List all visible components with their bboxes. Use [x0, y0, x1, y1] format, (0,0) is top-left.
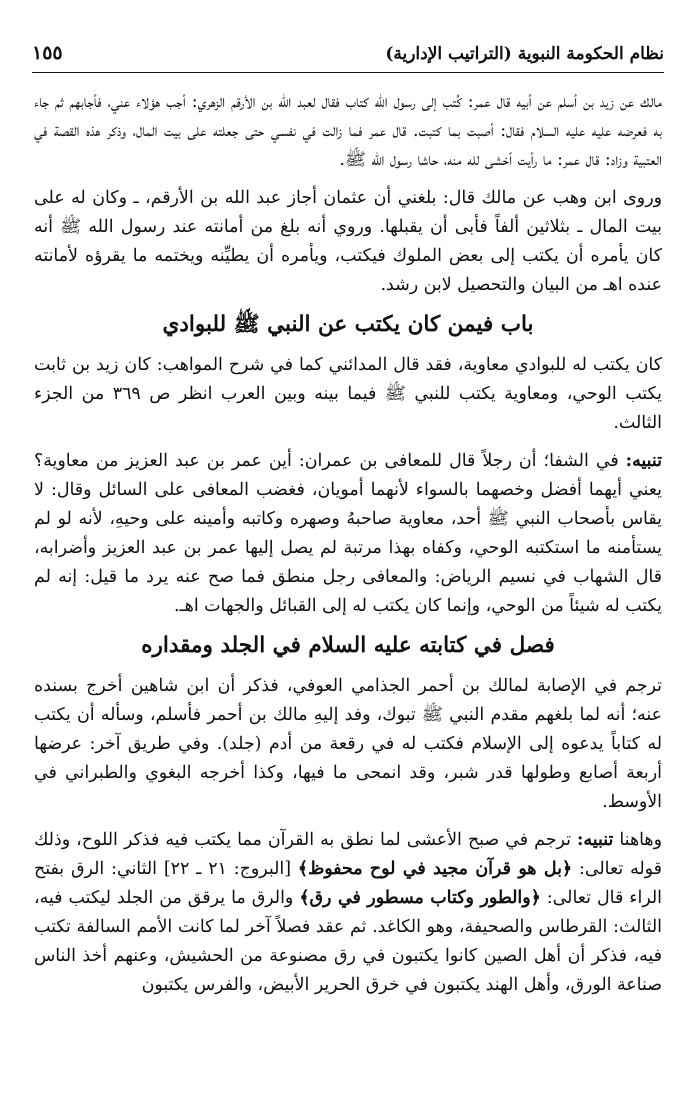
section-heading-bawadi: باب فيمن كان يكتب عن النبي ﷺ للبوادي: [162, 312, 534, 337]
quran-quote-2: ﴿والطور وكتاب مسطور في رق﴾: [299, 888, 541, 908]
body-text: [34, 88, 662, 1009]
running-title: نظام الحكومة النبوية (التراتيب الإدارية): [385, 44, 664, 64]
quran-quote-1: ﴿بل هو قرآن مجيد في لوح محفوظ﴾: [297, 859, 573, 879]
note2-text-b: [البروج: ٢١ ـ ٢٢] الثاني: الرق بفتح الراء قال تعالى:: [34, 859, 663, 908]
note2-label: تنبيه:: [577, 830, 614, 850]
note2-text-a: ترجم في صبح الأعشى لما نطق به القرآن مما يكتب فيه فذكر اللوح، وذلك قوله تعالى:: [34, 830, 662, 879]
paragraph-5: ترجم في الإصابة لمالك بن أحمر الجذامي العوفي، فذكر أن ابن شاهين أخرج بسنده عنه؛ أنه لما بلغهم مقدم النبي ﷺ تبوك، وفد إليهِ مالك بن أحمر فأسلم، وسأله أن يكتب له كتاباً يدعوه إلى الإسلام فكتب له في رقعة من أدم (جلد). وفي طريق آخر: عرضها أربعة أصابع وطولها قدر شبر، وقد انمحى ما فيها، وكذا أخرجه البغوي والطبراني في الأوسط.: [34, 676, 662, 812]
page-number: ١٥٥: [32, 42, 63, 64]
paragraph-3: كان يكتب له للبوادي معاوية، فقد قال المدائني كما في شرح المواهب: كان زيد بن ثابت يكتب الوحي، ومعاوية يكتب للنبي ﷺ فيما بينه وبين العرب انظر ص ٣٦٩ من الجزء الثالث.: [34, 355, 662, 433]
note2-prefix: وهاهنا: [613, 830, 662, 850]
paragraph-1: مالك عن زيد بن أسلم عن أبيه قال عمر: كُتب إلى رسول الله كتاب فقال لعبد الله بن الأرقم الزهري: أجب هؤلاء عني، فأجابهم ثم جاء به فعرضه عليه عليه السلام فقال: أصبت بما كتبت. قال عمر فما زالت في نفسي حتى جعلته على بيت المال، وذكر هذه القصة في العتبية وزاد: قال عمر: ما رأيت أخشى لله منه، حاشا رسول الله ﷺ.: [34, 92, 662, 170]
note-label: تنبيه:: [625, 451, 662, 471]
note2-text-c: والرق ما يرقق من الجلد ليكتب فيه، الثالث: القرطاس والصحيفة، وهو الكاغد. ثم عقد فصلاً آخر لما كانت الأمم السالفة تكتب فيه، فذكر أن أهل الصين كانوا يكتبون في رق مصنوعة من الحشيش، وعنهم أخذ الناس صناعة الورق، وأهل الهند يكتبون في خرق الحرير الأبيض، والفرس يكتبون: [34, 888, 662, 995]
running-header: [32, 38, 664, 73]
section-heading-leather: فصل في كتابته عليه السلام في الجلد ومقداره: [141, 633, 555, 658]
paragraph-4-note: [34, 447, 662, 621]
note-text: في الشفا؛ أن رجلاً قال للمعافى بن عمران: أين عمر بن عبد العزيز من معاوية؟ يعني أيهما أفضل وخصهما بالسواء لأنهما أمويان، فغضب المعافى على السائل وقال: لا يقاس بأصحاب النبي ﷺ أحد، معاوية صاحبهُ وصهره وكاتبه وأمينه على وحيهِ، لأنه لو لم يستأمنه ما استكتبه الوحي، وكفاه بهذا مرتبة لم يصل إليها عمر بن عبد العزيز وأضرابه، قال الشهاب في نسيم الرياض: والمعافى رجل منطق فما صح عنه يرد ما قيل: إنه لم يكتب له شيئاً من الوحي، وإنما كان يكتب له إلى القبائل والجهات اهـ.: [34, 451, 662, 616]
paragraph-2: وروى ابن وهب عن مالك قال: بلغني أن عثمان أجاز عبد الله بن الأرقم، ـ وكان له على بيت المال ـ بثلاثين ألفاً فأبى أن يقبلها. وروي أنه بلغ من أمانته عند رسول الله ﷺ أنه كان يأمره أن يكتب إلى بعض الملوك فيكتب، ويأمره أن يطيِّنه ويختمه ما يقرؤه لأمانته عنده اهـ من البيان والتحصيل لابن رشد.: [34, 188, 662, 295]
paragraph-6-note: [34, 826, 662, 1000]
